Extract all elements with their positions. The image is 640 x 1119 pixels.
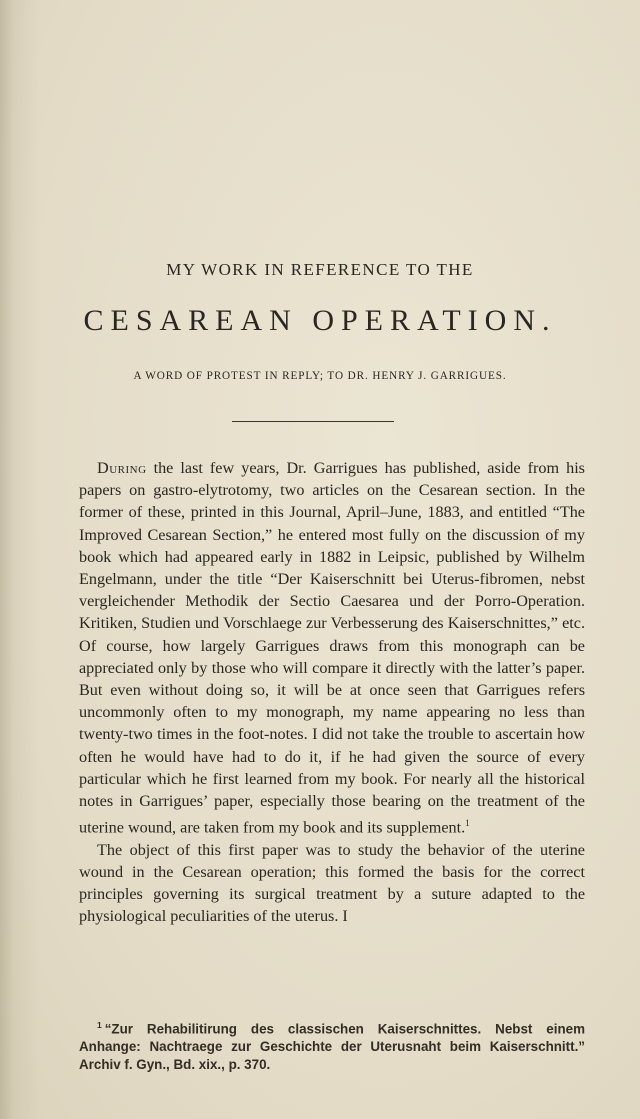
lead-in-word: During <box>97 459 147 477</box>
footnote-reference: 1 <box>465 818 470 829</box>
subtitle: A WORD OF PROTEST IN REPLY; TO DR. HENRY J. GARRIGUES. <box>133 370 507 382</box>
paragraph-2: The object of this first paper was to study the behavior of the uterine wound in the Cesarean operation; this formed the basis for the correct principles governing its surgical treatment by a suture adapted to the physiological peculiarities of the uterus. I <box>79 840 585 926</box>
divider-rule <box>232 421 394 422</box>
footnote <box>79 1016 585 1074</box>
body-text <box>79 457 585 928</box>
paragraph-1-text: the last few years, Dr. Garrigues has published, aside from his papers on gastro-elytrotomy, two articles on the Cesarean section. In the former of these, printed in this Journal, April–June, 1883, and entitled “The Improved Cesarean Section,” he entered most fully on the discussion of my book which had appeared early in 1882 in Leipsic, published by Wilhelm Engelmann, under the title “Der Kaiserschnitt bei Uterus-fibromen, nebst vergleichender Methodik der Sectio Caesarea und der Porro-Operation. Kritiken, Studien und Vorschlaege zur Verbesserung des Kaiserschnittes,” etc. Of course, how largely Garrigues draws from this monograph can be appreciated only by those who will compare it directly with the latter’s paper. But even without doing so, it will be at once seen that Garrigues refers uncommonly often to my monograph, my name appearing no less than twenty-two times in the foot-notes. I did not take the trouble to ascertain how often he would have had to do it, if he had given the source of every particular which he first learned from my book. For nearly all the historical notes in Garrigues’ paper, especially those bearing on the treatment of the uterine wound, are taken from my book and its supplement. <box>79 459 585 837</box>
paragraph-1 <box>79 457 585 839</box>
footnote-text: “Zur Rehabilitirung des classischen Kaiserschnittes. Nebst einem Anhange: Nachtraege zur Geschichte der Uterusnaht beim Kaiserschnitt.” Archiv f. Gyn., Bd. xix., p. 370. <box>79 1021 585 1073</box>
title-line-2: CESAREAN OPERATION. <box>83 304 557 337</box>
footnote-marker: 1 <box>97 1020 102 1030</box>
title-line-1: MY WORK IN REFERENCE TO THE <box>166 260 474 279</box>
